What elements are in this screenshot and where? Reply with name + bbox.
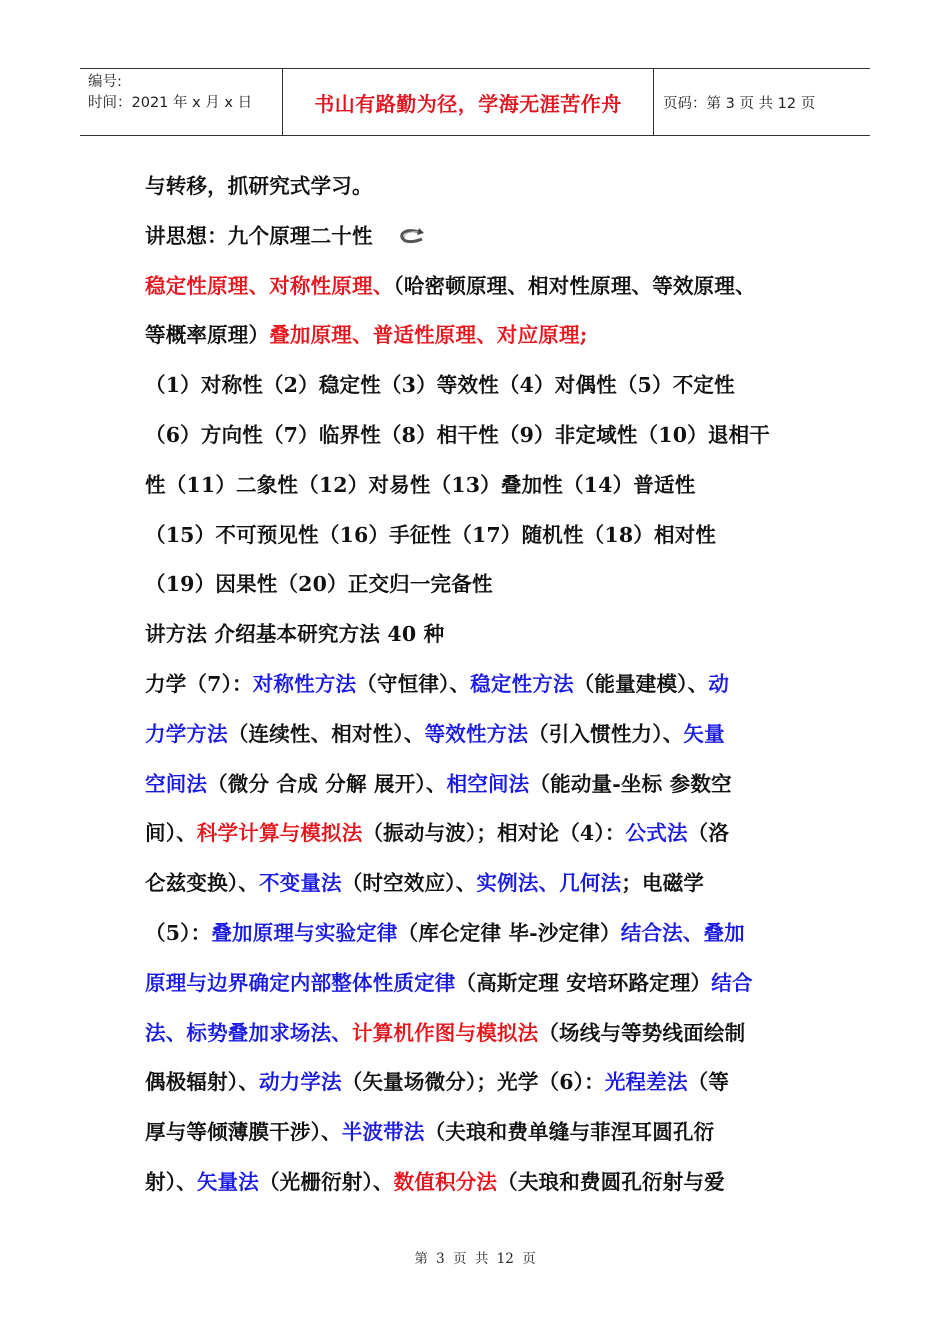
text-line: 讲方法 介绍基本研究方法 40 种 bbox=[145, 622, 445, 647]
text-line: 偶极辐射）、动力学法（矢量场微分）；光学（6）：光程差法（等 bbox=[145, 1070, 730, 1095]
header-motto: 书山有路勤为径，学海无涯苦作舟 bbox=[282, 69, 654, 135]
text-line: 力学方法（连续性、相对性）、等效性方法（引入惯性力）、矢量 bbox=[145, 721, 725, 746]
text-line: 稳定性原理、对称性原理、（哈密顿原理、相对性原理、等效原理、 bbox=[145, 273, 756, 298]
doc-time: 时间：2021 年 x 月 x 日 bbox=[88, 95, 253, 111]
text-line: 与转移，抓研究式学习。 bbox=[145, 174, 373, 198]
text-line: 法、标势叠加求场法、计算机作图与模拟法（场线与等势线面绘制 bbox=[145, 1020, 746, 1045]
page-footer: 第 3 页 共 12 页 bbox=[414, 1251, 536, 1267]
header-page-info: 页码：第 3 页 共 12 页 bbox=[663, 95, 816, 112]
return-arrow-icon bbox=[395, 226, 427, 248]
text-line: 力学（7）：对称性方法（守恒律）、稳定性方法（能量建模）、动 bbox=[145, 671, 730, 696]
text-line: 讲思想：九个原理二十性 bbox=[145, 212, 810, 262]
text-line: 射）、矢量法（光栅衍射）、数值积分法（夫琅和费圆孔衍射与爱 bbox=[145, 1169, 725, 1194]
text-line: 厚与等倾薄膜干涉）、半波带法（夫琅和费单缝与菲涅耳圆孔衍 bbox=[145, 1120, 715, 1145]
text-line: 间）、科学计算与模拟法（振动与波）；相对论（4）：公式法（洛 bbox=[145, 821, 730, 846]
document-body bbox=[145, 162, 810, 1208]
text-line: （19）因果性（20）正交归一完备性 bbox=[145, 572, 493, 597]
page-header bbox=[80, 68, 870, 136]
text-line: 空间法（微分 合成 分解 展开）、相空间法（能动量-坐标 参数空 bbox=[145, 771, 732, 796]
text-line: 等概率原理）叠加原理、普适性原理、对应原理; bbox=[145, 323, 588, 348]
text-line: （6）方向性（7）临界性（8）相干性（9）非定域性（10）退相干 bbox=[145, 422, 770, 447]
text-line: （1）对称性（2）稳定性（3）等效性（4）对偶性（5）不定性 bbox=[145, 373, 735, 398]
header-left bbox=[80, 69, 282, 135]
doc-number: 编号: bbox=[88, 74, 122, 90]
text-line: （15）不可预见性（16）手征性（17）随机性（18）相对性 bbox=[145, 522, 717, 547]
text-line: （5）：叠加原理与实验定律（库仑定律 毕-沙定律）结合法、叠加 bbox=[145, 920, 745, 945]
text-line: 性（11）二象性（12）对易性（13）叠加性（14）普适性 bbox=[145, 472, 696, 497]
text-line: 原理与边界确定内部整体性质定律（高斯定理 安培环路定理）结合 bbox=[145, 970, 753, 995]
text-line: 仑兹变换）、不变量法（时空效应）、实例法、几何法；电磁学 bbox=[145, 871, 705, 896]
